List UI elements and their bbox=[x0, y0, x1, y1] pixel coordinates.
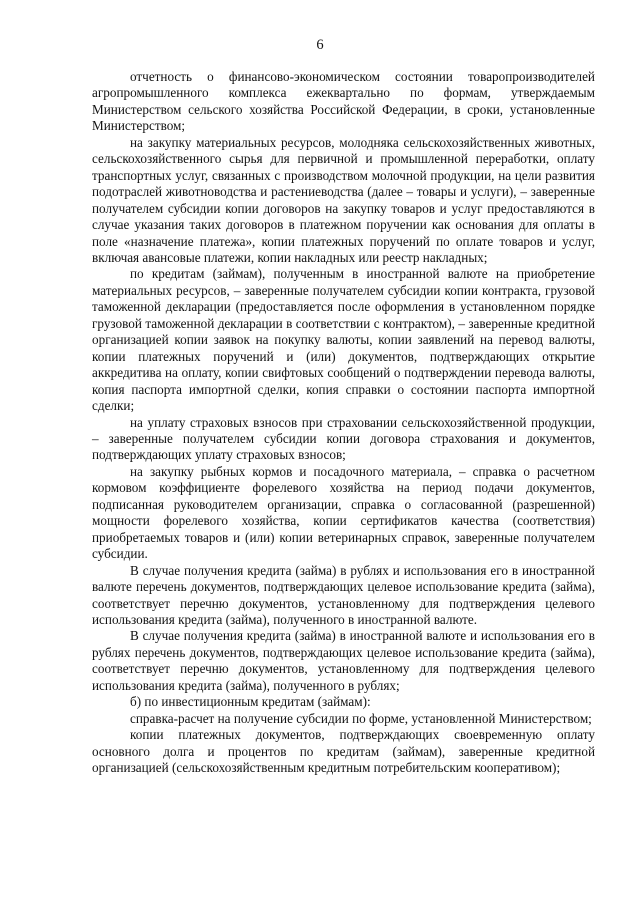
paragraph-payment-documents: копии платежных документов, подтверждающих своевременную оплату основного долга и процентов по кредитам (займам), заверенные кредитной организацией (сельскохозяйственным кредитным потребительским кооперативом); bbox=[92, 727, 595, 776]
paragraph-foreign-currency-loans: по кредитам (займам), полученным в иностранной валюте на приобретение материальных ресурсов, – заверенные получателем субсидии копии контракта, грузовой таможенной декларации (предоставляется после оформления в установленном порядке грузовой таможенной декларации в соответствии с контрактом), – заверенные кредитной организацией копии заявок на покупку валюты, копии заявлений на перевод валюты, копии платежных поручений и (или) документов, подтверждающих открытие аккредитива на оплату, копии свифтовых сообщений о подтверждении перевода валюты, копия паспорта импортной сделки, копия справки о состоянии паспорта импортной сделки; bbox=[92, 266, 595, 414]
paragraph-ruble-loan-foreign-use: В случае получения кредита (займа) в рублях и использования его в иностранной валюте перечень документов, подтверждающих целевое использование кредита (займа), соответствует перечню документов, установленному для подтверждения целевого использования кредита (займа), полученного в иностранной валюте. bbox=[92, 562, 595, 627]
paragraph-financial-reporting: отчетность о финансово-экономическом состоянии товаропроизводителей агропромышленного комплекса ежеквартально по формам, утверждаемым Министерством сельского хозяйства Российской Федерации, в сроки, установленные Министерством; bbox=[92, 69, 595, 134]
document-body bbox=[92, 69, 595, 776]
paragraph-fish-feed: на закупку рыбных кормов и посадочного материала, – справка о расчетном кормовом коэффициенте форелевого хозяйства на период подачи документов, подписанная руководителем организации, справка о согласованной (разрешенной) мощности форелевого хозяйства, копии сертификатов качества (соответствия) приобретаемых товаров и (или) копии ветеринарных справок, заверенные получателем субсидии. bbox=[92, 463, 595, 562]
paragraph-subsidy-calculation: справка-расчет на получение субсидии по форме, установленной Министерством; bbox=[130, 710, 592, 726]
paragraph-insurance: на уплату страховых взносов при страховании сельскохозяйственной продукции, – заверенные получателем субсидии копии договора страхования и документов, подтверждающих уплату страховых взносов; bbox=[92, 414, 595, 463]
paragraph-investment-loans-heading: б) по инвестиционным кредитам (займам): bbox=[130, 694, 371, 710]
paragraph-material-resources: на закупку материальных ресурсов, молодняка сельскохозяйственных животных, сельскохозяйственного сырья для первичной и промышленной переработки, оплату транспортных услуг, связанных с производством молочной продукции, на цели развития подотраслей животноводства и растениеводства (далее – товары и услуги), – заверенные получателем субсидии копии договоров на закупку товаров и услуг предоставляются в случае указания таких договоров в платежном поручении как основания для оплаты в поле «назначение платежа», копии платежных поручений по оплате товаров и услуг, включая авансовые платежи, копии накладных или реестр накладных; bbox=[92, 134, 595, 265]
paragraph-foreign-loan-ruble-use: В случае получения кредита (займа) в иностранной валюте и использования его в рублях перечень документов, подтверждающих целевое использование кредита (займа), соответствует перечню документов, установленному для подтверждения целевого использования кредита (займа), полученного в рублях; bbox=[92, 628, 595, 693]
page-number: 6 bbox=[316, 37, 324, 53]
